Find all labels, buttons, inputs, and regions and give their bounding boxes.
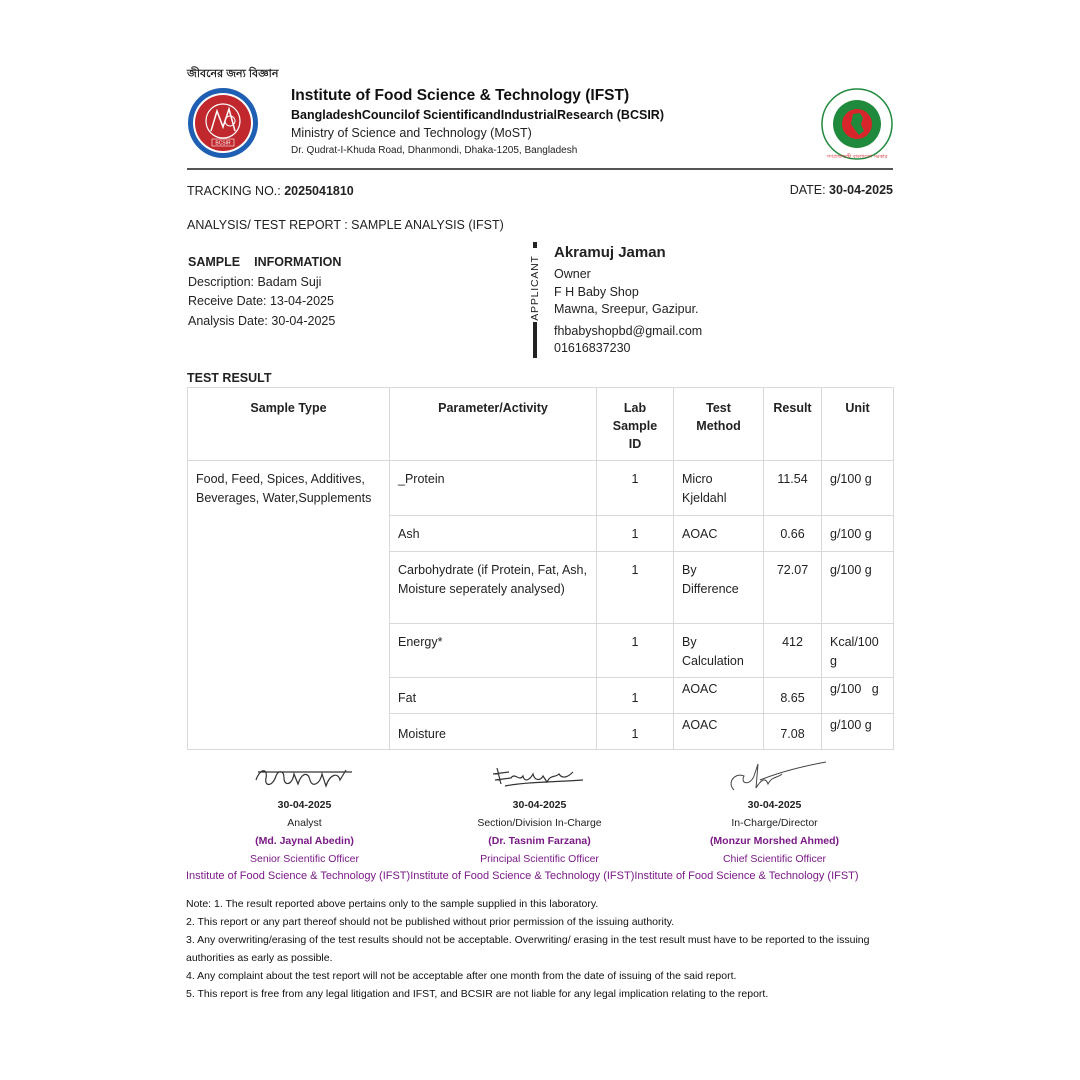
result-cell: 412	[764, 624, 822, 678]
signatory-director	[657, 760, 892, 868]
lab-id-cell: 1	[597, 714, 674, 750]
signatory-position: Principal Scientific Officer	[480, 853, 599, 865]
report-title: ANALYSIS/ TEST REPORT : SAMPLE ANALYSIS (IFST)	[187, 218, 504, 232]
applicant-name: Akramuj Jaman	[554, 244, 666, 261]
applicant-details	[554, 243, 702, 358]
signatory-division-in-charge	[422, 760, 657, 868]
director-signature	[720, 760, 830, 796]
council-name: BangladeshCouncilof ScientificandIndustrialResearch (BCSIR)	[291, 108, 664, 122]
lab-id-cell: 1	[597, 678, 674, 714]
signatory-analyst	[187, 760, 422, 868]
ministry-name: Ministry of Science and Technology (MoST)	[291, 126, 532, 140]
table-row	[188, 461, 894, 516]
analyst-signature	[250, 760, 360, 796]
result-cell: 72.07	[764, 552, 822, 624]
report-notes	[186, 895, 896, 1003]
col-test-method: Test Method	[674, 388, 764, 461]
note-item: 5. This report is free from any legal litigation and IFST, and BCSIR are not liable for any legal implication relating to the report.	[186, 988, 769, 1000]
institute-name: Institute of Food Science & Technology (IFST)	[291, 87, 630, 104]
test-result-heading: TEST RESULT	[187, 371, 272, 385]
test-result-table	[187, 387, 894, 750]
unit-cell: g/100 g	[822, 552, 894, 624]
sample-type-cell: Food, Feed, Spices, Additives, Beverages, Water,Supplements	[188, 461, 390, 750]
bcsir-logo-text: BCSIR	[215, 140, 231, 147]
note-item: 2. This report or any part thereof should not be published without prior permission of the issuing authority.	[186, 916, 675, 928]
tracking-number: TRACKING NO.: 2025041810	[187, 184, 354, 198]
seal-text: গণপ্রজাতন্ত্রী বাংলাদেশ সরকার	[826, 154, 888, 160]
division-in-charge-signature	[485, 760, 595, 796]
result-cell: 0.66	[764, 516, 822, 552]
signatory-role: In-Charge/Director	[731, 817, 818, 829]
letterhead	[291, 86, 664, 159]
method-cell: AOAC	[674, 516, 764, 552]
method-cell: By Difference	[674, 552, 764, 624]
signatory-name: (Monzur Morshed Ahmed)	[709, 835, 840, 847]
header-divider	[187, 168, 893, 170]
institute-address: Dr. Qudrat-I-Khuda Road, Dhanmondi, Dhaka-1205, Bangladesh	[291, 145, 578, 156]
signatory-date: 30-04-2025	[277, 799, 332, 811]
report-date-value: 30-04-2025	[829, 183, 893, 197]
method-cell: Micro Kjeldahl	[674, 461, 764, 516]
motto: জীবনের জন্য বিজ্ঞান	[187, 68, 279, 80]
signatory-role: Analyst	[287, 817, 322, 829]
lab-id-cell: 1	[597, 552, 674, 624]
government-seal	[820, 88, 894, 160]
sample-description: Description: Badam Suji	[188, 274, 322, 289]
unit-cell: g/100 g	[822, 461, 894, 516]
lab-id-cell: 1	[597, 624, 674, 678]
sample-information	[188, 253, 341, 331]
parameter-cell: Carbohydrate (if Protein, Fat, Ash, Moisture seperately analysed)	[390, 552, 597, 624]
applicant-address: Mawna, Sreepur, Gazipur.	[554, 302, 699, 316]
note-item: 3. Any overwriting/erasing of the test results should not be acceptable. Overwriting/ erasing in the test result must have to be reported to the issuing authorities as early as possible.	[186, 934, 870, 964]
signatory-name: (Md. Jaynal Abedin)	[255, 835, 354, 847]
col-unit: Unit	[822, 388, 894, 461]
applicant-email: fhbabyshopbd@gmail.com	[554, 323, 703, 338]
unit-cell: Kcal/100 g	[822, 624, 894, 678]
applicant-label: APPLICANT	[529, 255, 541, 321]
signatory-date: 30-04-2025	[512, 799, 567, 811]
col-parameter: Parameter/Activity	[390, 388, 597, 461]
signatory-position: Chief Scientific Officer	[722, 853, 827, 865]
unit-cell: g/100 g	[822, 678, 894, 714]
method-cell: AOAC	[674, 678, 764, 714]
method-cell: AOAC	[674, 714, 764, 750]
note-item: Note: 1. The result reported above pertains only to the sample supplied in this laboratory.	[186, 898, 599, 910]
lab-id-cell: 1	[597, 461, 674, 516]
parameter-cell: Energy*	[390, 624, 597, 678]
parameter-cell: _Protein	[390, 461, 597, 516]
parameter-cell: Ash	[390, 516, 597, 552]
lab-id-cell: 1	[597, 516, 674, 552]
applicant-company: F H Baby Shop	[554, 284, 639, 299]
result-cell: 7.08	[764, 714, 822, 750]
signatory-name: (Dr. Tasnim Farzana)	[488, 835, 591, 847]
signatory-position: Senior Scientific Officer	[250, 853, 359, 865]
tracking-value: 2025041810	[284, 184, 354, 198]
bcsir-logo	[187, 87, 259, 159]
result-cell: 11.54	[764, 461, 822, 516]
unit-cell: g/100 g	[822, 516, 894, 552]
method-cell: By Calculation	[674, 624, 764, 678]
table-header-row	[188, 388, 894, 461]
col-sample-type: Sample Type	[188, 388, 390, 461]
sample-analysis-date: Analysis Date: 30-04-2025	[188, 313, 336, 328]
col-result: Result	[764, 388, 822, 461]
applicant-role: Owner	[554, 267, 591, 281]
parameter-cell: Moisture	[390, 714, 597, 750]
parameter-cell: Fat	[390, 678, 597, 714]
note-item: 4. Any complaint about the test report will not be acceptable after one month from the date of issuing of the said report.	[186, 970, 737, 982]
result-cell: 8.65	[764, 678, 822, 714]
applicant-phone: 01616837230	[554, 341, 631, 355]
sample-info-heading: SAMPLE INFORMATION	[188, 255, 342, 269]
applicant-side-label	[524, 240, 546, 362]
signatory-role: Section/Division In-Charge	[477, 817, 602, 829]
unit-cell: g/100 g	[822, 714, 894, 750]
report-date: DATE: 30-04-2025	[789, 183, 893, 197]
institute-footer-line: Institute of Food Science & Technology (IFST)Institute of Food Science & Technology (IFST)Institute of Food Science & Technology (IFST)	[186, 870, 859, 882]
sample-receive-date: Receive Date: 13-04-2025	[188, 294, 334, 308]
col-lab-sample-id: Lab Sample ID	[597, 388, 674, 461]
signatory-date: 30-04-2025	[747, 799, 802, 811]
